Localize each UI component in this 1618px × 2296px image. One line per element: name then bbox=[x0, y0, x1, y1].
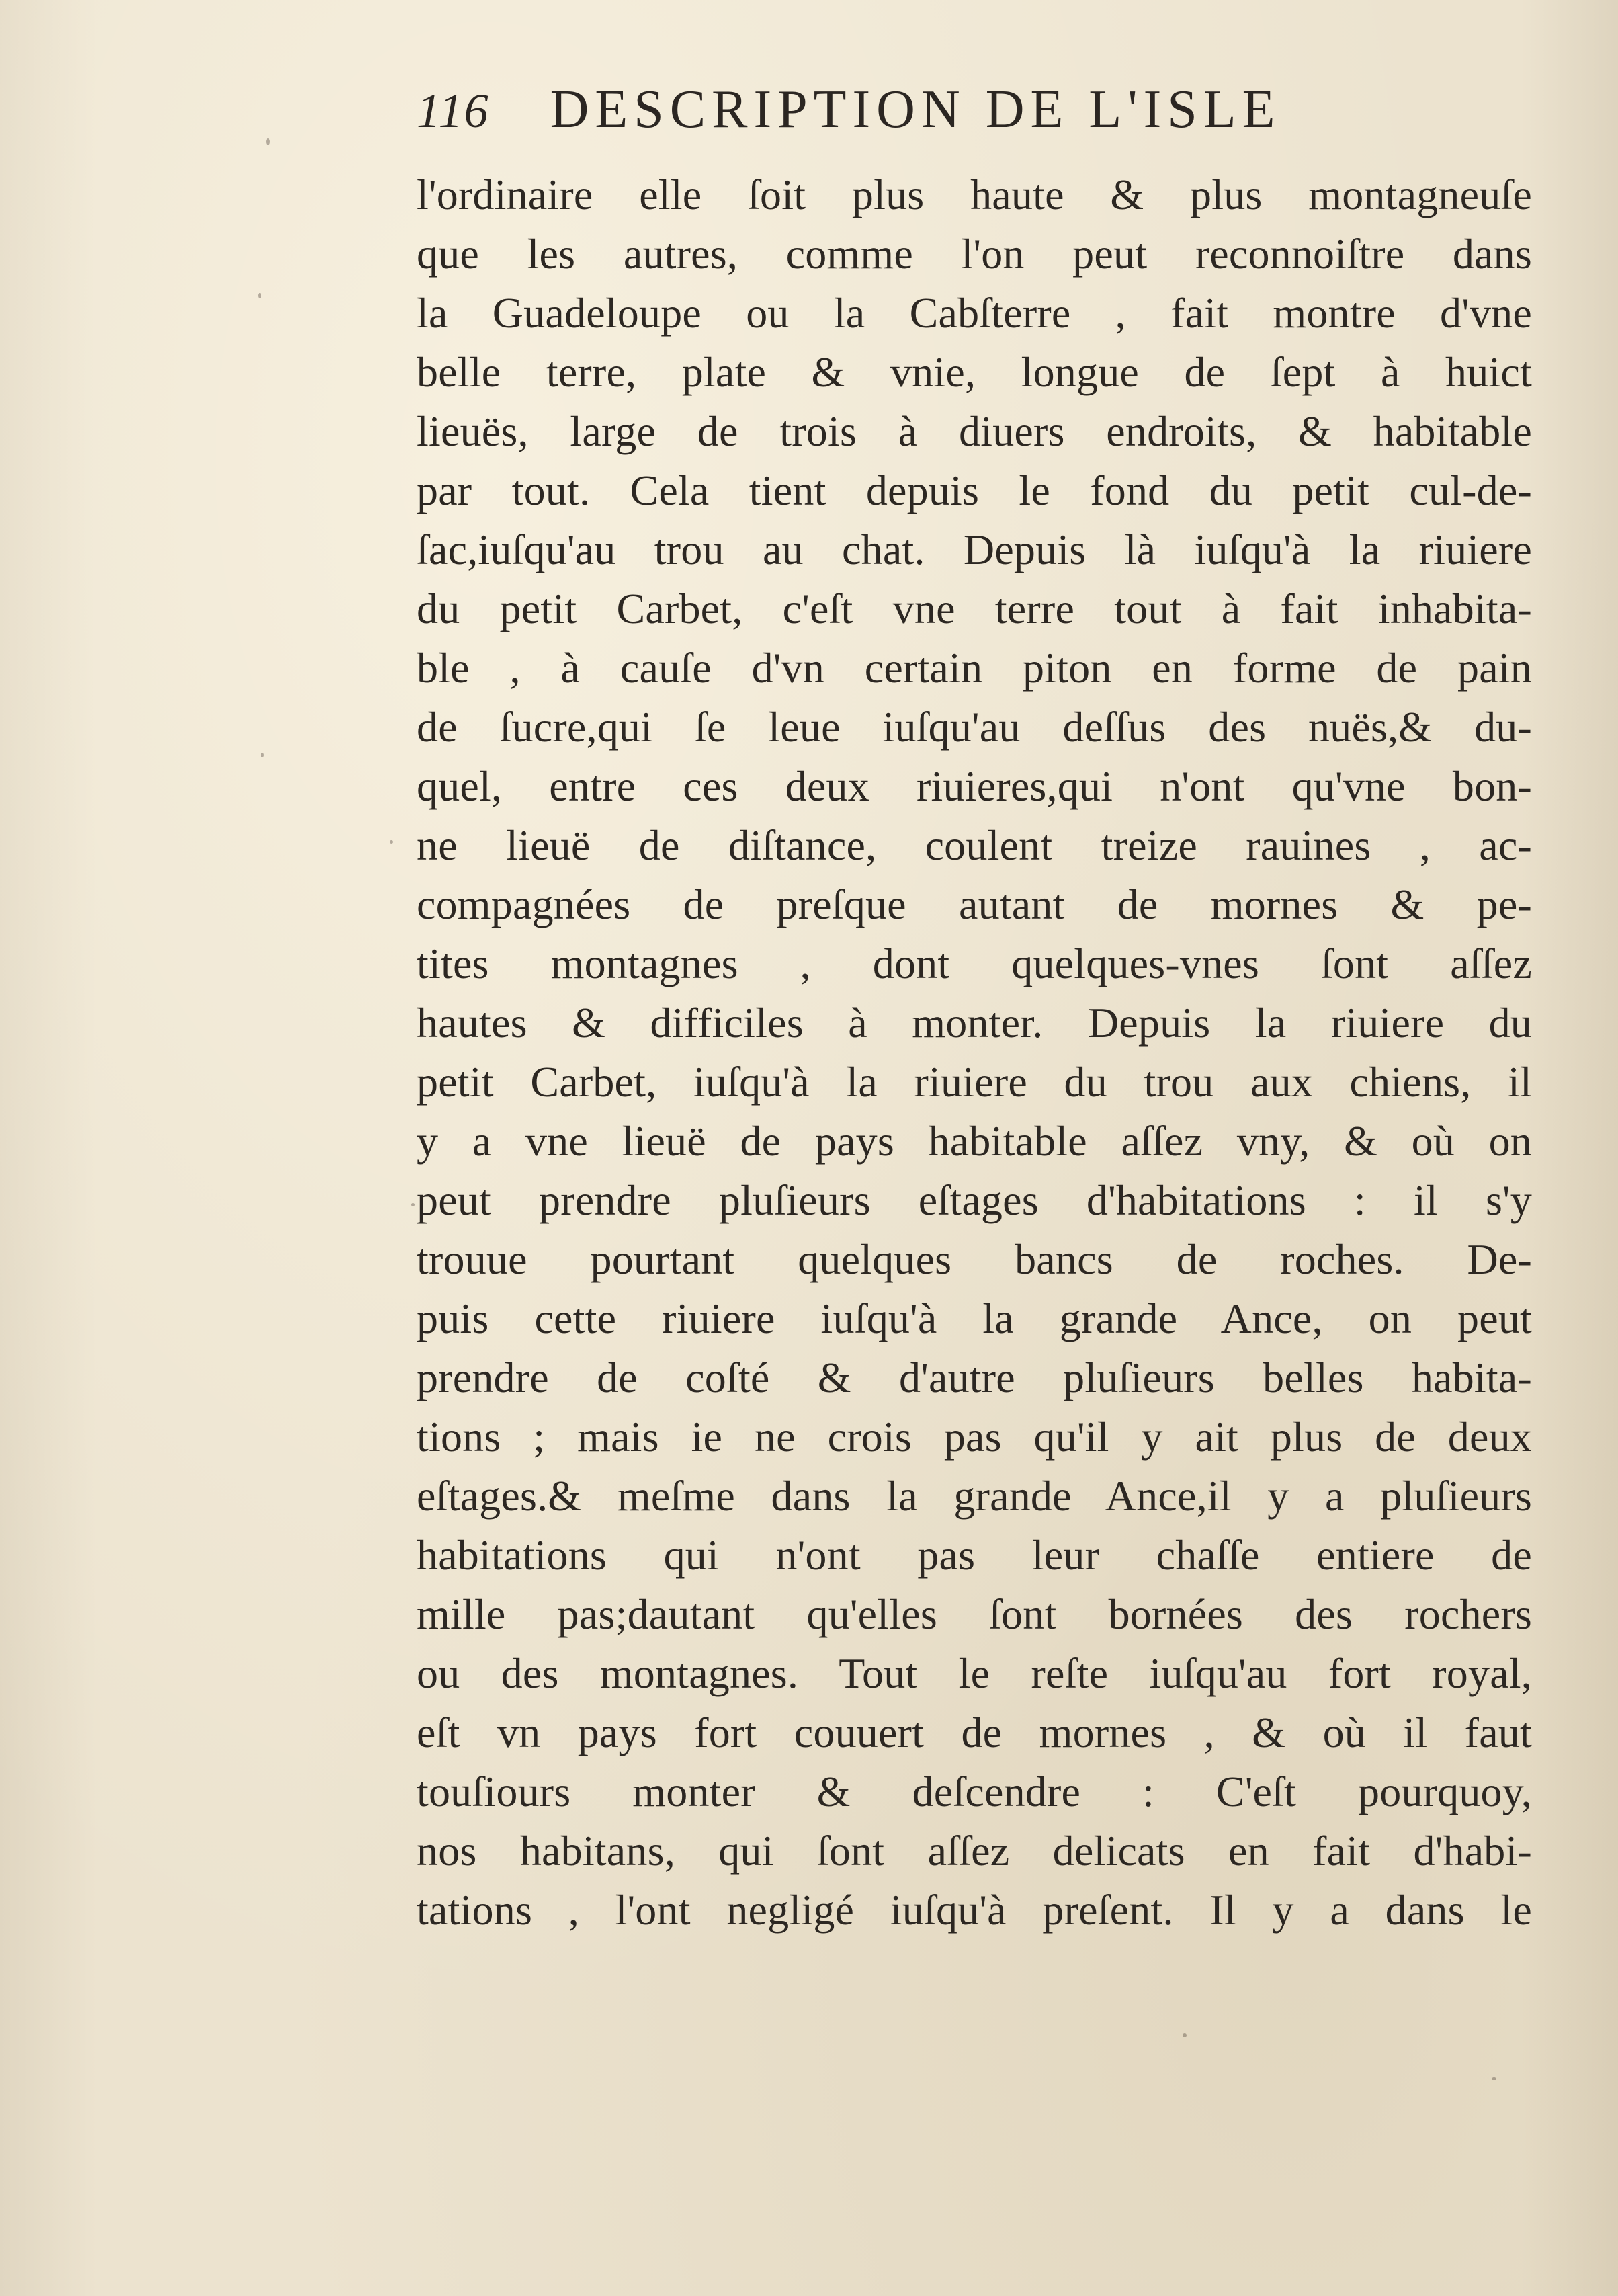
paper-speck bbox=[411, 1203, 415, 1206]
text-line: eſt vn pays fort couuert de mornes , & où il faut bbox=[417, 1709, 1532, 1756]
text-line: tations , l'ont negligé iuſqu'à preſent. Il y a dans le bbox=[417, 1886, 1532, 1934]
text-line: ne lieuë de diſtance, coulent treize rauines , ac- bbox=[417, 821, 1532, 869]
text-line: tions ; mais ie ne crois pas qu'il y ait plus de deux bbox=[417, 1413, 1532, 1461]
text-line: ou des montagnes. Tout le reſte iuſqu'au fort royal, bbox=[417, 1649, 1532, 1697]
text-line: trouue pourtant quelques bancs de roches. De- bbox=[417, 1235, 1532, 1283]
body-text bbox=[417, 165, 1532, 1940]
page-number: 116 bbox=[417, 84, 490, 138]
text-line: par tout. Cela tient depuis le fond du petit cul-de- bbox=[417, 466, 1532, 514]
text-line: hautes & difficiles à monter. Depuis la riuiere du bbox=[417, 999, 1532, 1047]
text-line: que les autres, comme l'on peut reconnoiſtre dans bbox=[417, 230, 1532, 278]
text-line: de ſucre,qui ſe leue iuſqu'au deſſus des nuës,& du- bbox=[417, 703, 1532, 751]
paper-speck bbox=[266, 138, 270, 145]
paper-speck bbox=[1492, 2077, 1496, 2080]
paper-speck bbox=[261, 753, 264, 757]
text-line: nos habitans, qui ſont aſſez delicats en fait d'habi- bbox=[417, 1827, 1532, 1875]
text-line: touſiours monter & deſcendre : C'eſt pourquoy, bbox=[417, 1768, 1532, 1815]
text-line: prendre de coſté & d'autre pluſieurs belles habita- bbox=[417, 1354, 1532, 1401]
paper-speck bbox=[258, 293, 261, 298]
page-header bbox=[417, 79, 1384, 160]
text-line: compagnées de preſque autant de mornes & pe- bbox=[417, 880, 1532, 928]
text-line: du petit Carbet, c'eſt vne terre tout à fait inhabita- bbox=[417, 585, 1532, 632]
text-line: la Guadeloupe ou la Cabſterre , fait montre d'vne bbox=[417, 289, 1532, 337]
text-line: belle terre, plate & vnie, longue de ſept à huict bbox=[417, 348, 1532, 396]
text-line: petit Carbet, iuſqu'à la riuiere du trou aux chiens, il bbox=[417, 1058, 1532, 1106]
text-line: peut prendre pluſieurs eſtages d'habitations : il s'y bbox=[417, 1176, 1532, 1224]
text-line: y a vne lieuë de pays habitable aſſez vny, & où on bbox=[417, 1117, 1532, 1165]
text-line: mille pas;dautant qu'elles ſont bornées des rochers bbox=[417, 1590, 1532, 1638]
text-line: habitations qui n'ont pas leur chaſſe entiere de bbox=[417, 1531, 1532, 1579]
running-head: DESCRIPTION DE L'ISLE bbox=[550, 80, 1281, 139]
paper-speck bbox=[1183, 2033, 1187, 2037]
text-line: ſac,iuſqu'au trou au chat. Depuis là iuſqu'à la riuiere bbox=[417, 526, 1532, 573]
text-line: eſtages.& meſme dans la grande Ance,il y a pluſieurs bbox=[417, 1472, 1532, 1520]
text-line: lieuës, large de trois à diuers endroits, & habitable bbox=[417, 407, 1532, 455]
text-line: tites montagnes , dont quelques-vnes ſont aſſez bbox=[417, 940, 1532, 987]
paper-speck bbox=[390, 840, 393, 844]
text-line: quel, entre ces deux riuieres,qui n'ont qu'vne bon- bbox=[417, 762, 1532, 810]
text-line: puis cette riuiere iuſqu'à la grande Ance, on peut bbox=[417, 1295, 1532, 1342]
text-line: l'ordinaire elle ſoit plus haute & plus montagneuſe bbox=[417, 171, 1532, 218]
text-line: ble , à cauſe d'vn certain piton en forme de pain bbox=[417, 644, 1532, 692]
